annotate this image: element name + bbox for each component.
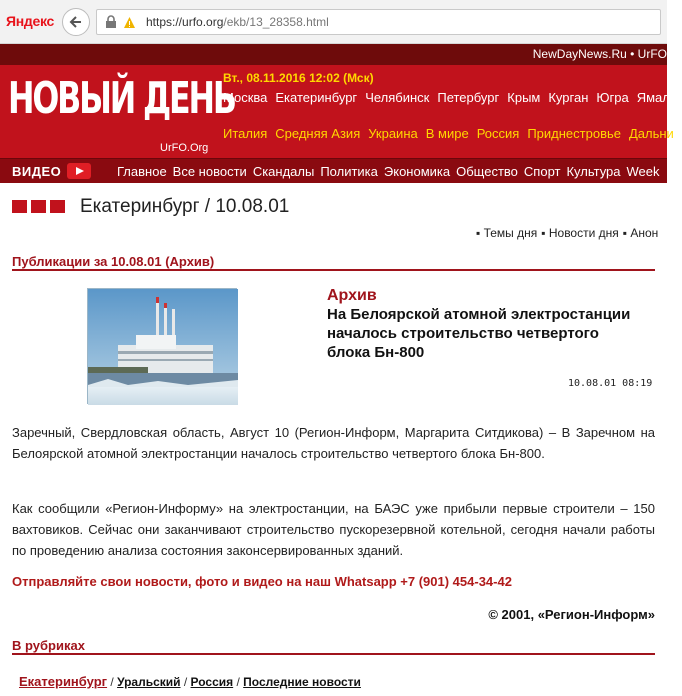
square-decor bbox=[50, 200, 65, 213]
nav-links bbox=[117, 164, 666, 179]
nav-link[interactable]: Общество bbox=[456, 164, 518, 179]
city-link[interactable]: Челябинск bbox=[365, 90, 430, 105]
top-strip bbox=[0, 44, 667, 65]
rubric-link[interactable]: Россия bbox=[190, 675, 234, 689]
video-button[interactable] bbox=[12, 162, 91, 180]
back-button[interactable] bbox=[62, 8, 90, 36]
url-text bbox=[146, 15, 329, 29]
archive-label: Архив bbox=[327, 287, 377, 304]
sub-navigation bbox=[476, 226, 662, 240]
nav-link[interactable]: Экономика bbox=[383, 164, 451, 179]
article-timestamp: 10.08.01 08:19 bbox=[568, 378, 653, 389]
back-arrow-icon bbox=[69, 15, 83, 29]
power-plant-image bbox=[88, 289, 238, 405]
region-link[interactable]: Дальни bbox=[628, 126, 674, 141]
region-link[interactable]: В мире bbox=[425, 126, 469, 141]
region-link[interactable]: Приднестровье bbox=[527, 126, 621, 141]
sublink[interactable]: ▪ Новости дня bbox=[541, 226, 619, 240]
region-link[interactable]: Россия bbox=[476, 126, 520, 141]
nav-link[interactable]: Скандалы bbox=[252, 164, 315, 179]
title-squares bbox=[12, 200, 69, 213]
site-header bbox=[0, 65, 674, 158]
site-logo-subtitle: UrFO.Org bbox=[160, 142, 209, 154]
article-paragraph: Заречный, Свердловская область, Август 10 (Регион-Информ, Маргарита Ситдикова) – В Заречном на Белоярской атомной электростанции началось строительство четвертого блока Бн-800. bbox=[12, 425, 655, 461]
city-link[interactable]: Петербург bbox=[437, 90, 500, 105]
region-link[interactable]: Италия bbox=[223, 126, 268, 141]
browser-toolbar bbox=[0, 0, 667, 44]
main-nav bbox=[0, 158, 667, 183]
city-link[interactable]: Крым bbox=[507, 90, 541, 105]
article-paragraph: Как сообщили «Регион-Информу» на электростанции, на БАЭС уже прибыли первые строители – 150 вахтовиков. Сейчас они заканчивают строительство пускорезервной котельной, сегодня начали работы по проведению анализа состояния законсервированных зданий. bbox=[12, 501, 655, 558]
nav-link[interactable]: Главное bbox=[117, 164, 167, 179]
nav-link[interactable]: Все новости bbox=[172, 164, 247, 179]
rubric-link-main[interactable]: Екатеринбург bbox=[19, 674, 108, 689]
nav-link[interactable]: Спорт bbox=[523, 164, 561, 179]
browser-logo[interactable] bbox=[6, 13, 54, 29]
square-decor bbox=[31, 200, 46, 213]
sublink[interactable]: ▪ Темы дня bbox=[476, 226, 538, 240]
city-link[interactable]: Москва bbox=[223, 90, 268, 105]
region-link[interactable]: Средняя Азия bbox=[275, 126, 361, 141]
nav-link[interactable]: Культура bbox=[566, 164, 621, 179]
city-link[interactable]: Ямал bbox=[636, 90, 670, 105]
network-links[interactable]: NewDayNews.Ru • UrFO bbox=[532, 47, 667, 61]
nav-link[interactable]: Week bbox=[626, 164, 660, 179]
whatsapp-callout[interactable]: Отправляйте свои новости, фото и видео на наш Whatsapp +7 (901) 454-34-42 bbox=[12, 574, 512, 589]
city-link[interactable]: Югра bbox=[596, 90, 629, 105]
rubric-link[interactable]: Последние новости bbox=[243, 675, 361, 689]
video-label: ВИДЕО bbox=[12, 163, 62, 179]
rubrics-divider bbox=[12, 653, 655, 655]
copyright: © 2001, «Регион-Информ» bbox=[488, 607, 655, 622]
nav-link[interactable]: Политика bbox=[320, 164, 378, 179]
city-nav bbox=[223, 90, 678, 105]
region-nav bbox=[223, 126, 682, 141]
current-date: Вт., 08.11.2016 12:02 (Мск) bbox=[223, 71, 374, 85]
sublink[interactable]: ▪ Анон bbox=[622, 226, 659, 240]
page-title: Екатеринбург / 10.08.01 bbox=[80, 196, 290, 217]
rubrics-title: В рубриках bbox=[12, 638, 85, 653]
region-link[interactable]: Украина bbox=[368, 126, 418, 141]
section-divider bbox=[12, 269, 655, 271]
play-icon bbox=[67, 163, 91, 179]
square-decor bbox=[12, 200, 27, 213]
section-title: Публикации за 10.08.01 (Архив) bbox=[12, 254, 215, 269]
address-bar[interactable] bbox=[96, 9, 661, 35]
rubric-link[interactable]: Уральский bbox=[117, 675, 181, 689]
lock-icon bbox=[105, 15, 117, 29]
url-path: /ekb/13_28358.html bbox=[223, 15, 329, 29]
city-link[interactable]: Екатеринбург bbox=[275, 90, 358, 105]
article-photo[interactable] bbox=[87, 288, 237, 404]
browser-logo-text: Яндекс bbox=[6, 13, 54, 29]
rubrics-list: Екатеринбург / Уральский / Россия / Последние новости bbox=[19, 674, 361, 689]
city-link[interactable]: Курган bbox=[548, 90, 589, 105]
url-host: https://urfo.org bbox=[146, 15, 224, 29]
warning-icon bbox=[123, 16, 136, 29]
site-logo[interactable]: НОВЫЙ ДЕНЬ bbox=[8, 73, 235, 124]
article-headline: На Белоярской атомной электростанции началось строительство четвертого блока Бн-800 bbox=[327, 306, 631, 361]
